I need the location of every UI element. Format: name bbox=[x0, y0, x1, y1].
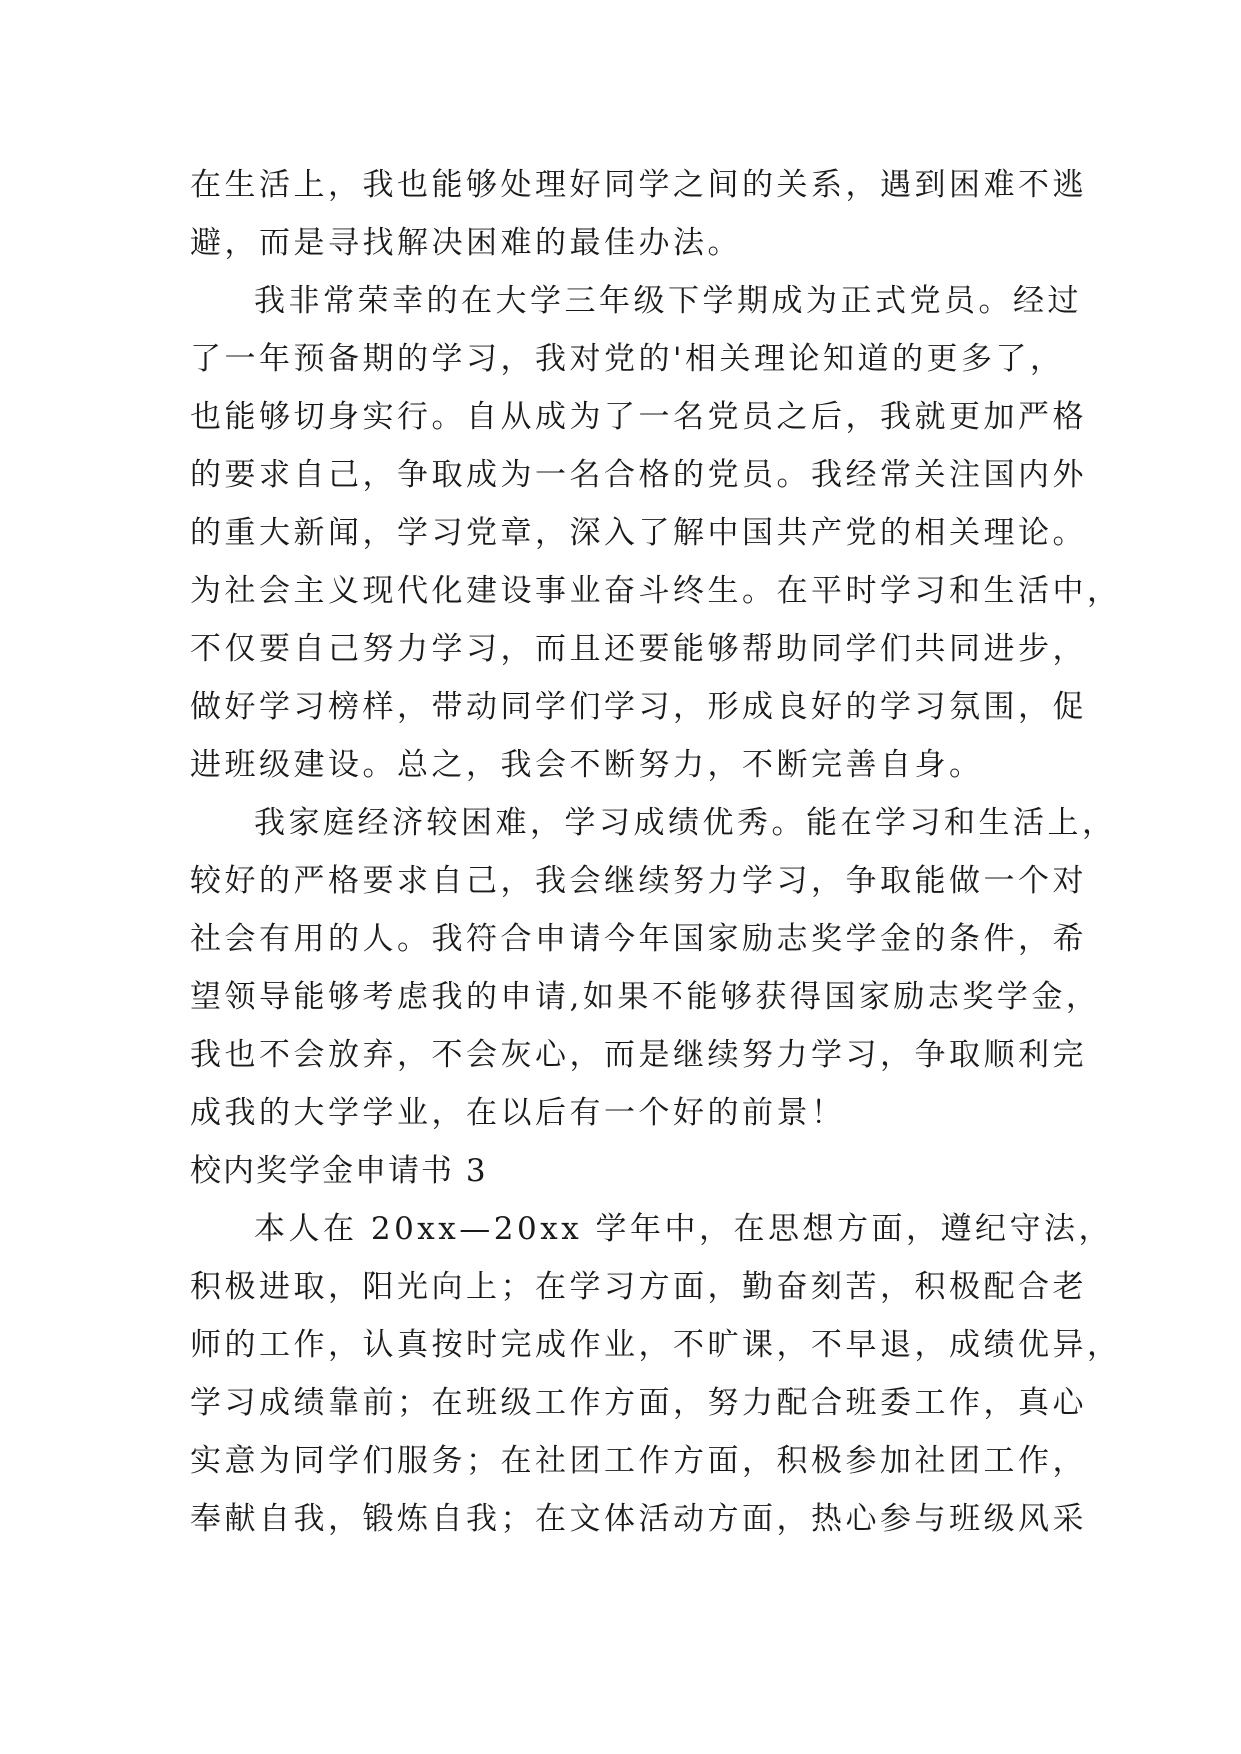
text-line: 我也不会放弃，不会灰心，而是继续努力学习，争取顺利完 bbox=[190, 1037, 1087, 1073]
text-line: 成我的大学学业，在以后有一个好的前景！ bbox=[190, 1095, 846, 1131]
text-line: 奉献自我，锻炼自我；在文体活动方面，热心参与班级风采 bbox=[190, 1501, 1087, 1537]
text-line: 了一年预备期的学习，我对党的'相关理论知道的更多了， bbox=[190, 341, 1065, 377]
text-line: 不仅要自己努力学习，而且还要能够帮助同学们共同进步， bbox=[190, 631, 1087, 667]
text-line: 在生活上，我也能够处理好同学之间的关系，遇到困难不逃 bbox=[190, 167, 1087, 203]
document-body bbox=[190, 156, 1122, 1548]
text-line: 师的工作，认真按时完成作业，不旷课，不早退，成绩优异， bbox=[190, 1327, 1122, 1363]
text-line: 的重大新闻，学习党章，深入了解中国共产党的相关理论。 bbox=[190, 515, 1087, 551]
text-line: 实意为同学们服务；在社团工作方面，积极参加社团工作， bbox=[190, 1443, 1087, 1479]
paragraph-4 bbox=[190, 1200, 1122, 1548]
text-line: 望领导能够考虑我的申请,如果不能够获得国家励志奖学金， bbox=[190, 979, 1101, 1015]
text-line: 也能够切身实行。自从成为了一名党员之后，我就更加严格 bbox=[190, 399, 1087, 435]
text-line: 较好的严格要求自己，我会继续努力学习，争取能做一个对 bbox=[190, 863, 1087, 899]
text-line: 进班级建设。总之，我会不断努力，不断完善自身。 bbox=[190, 747, 984, 783]
text-line: 为社会主义现代化建设事业奋斗终生。在平时学习和生活中， bbox=[190, 573, 1122, 609]
paragraph-3 bbox=[190, 794, 1117, 1142]
section-heading: 校内奖学金申请书 3 bbox=[190, 1153, 488, 1189]
paragraph-2 bbox=[190, 272, 1122, 794]
text-line: 我家庭经济较困难，学习成绩优秀。能在学习和生活上， bbox=[254, 805, 1117, 841]
text-line: 避，而是寻找解决困难的最佳办法。 bbox=[190, 225, 742, 261]
text-line: 社会有用的人。我符合申请今年国家励志奖学金的条件，希 bbox=[190, 921, 1087, 957]
text-line: 学习成绩靠前；在班级工作方面，努力配合班委工作，真心 bbox=[190, 1385, 1087, 1421]
text-line: 的要求自己，争取成为一名合格的党员。我经常关注国内外 bbox=[190, 457, 1087, 493]
text-line: 本人在 20xx—20xx 学年中，在思想方面，遵纪守法， bbox=[254, 1211, 1114, 1247]
text-line: 我非常荣幸的在大学三年级下学期成为正式党员。经过 bbox=[254, 283, 1082, 319]
text-line: 做好学习榜样，带动同学们学习，形成良好的学习氛围，促 bbox=[190, 689, 1087, 725]
paragraph-1 bbox=[190, 156, 1087, 272]
text-line: 积极进取，阳光向上；在学习方面，勤奋刻苦，积极配合老 bbox=[190, 1269, 1087, 1305]
